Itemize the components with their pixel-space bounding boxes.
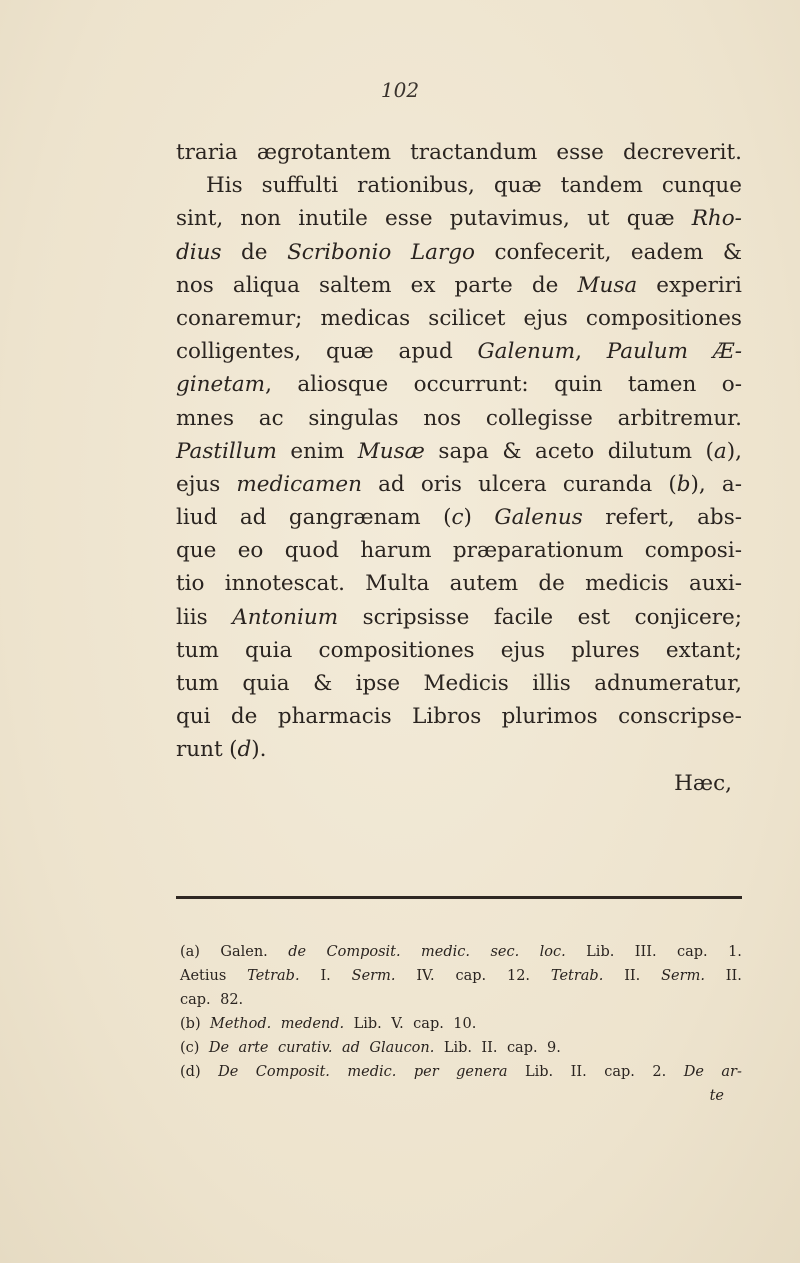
body-word: nos — [423, 405, 462, 431]
body-word: & — [502, 438, 522, 464]
body-word: tum — [176, 671, 219, 696]
body-word: eadem — [630, 239, 704, 265]
page-number: 102 — [380, 78, 420, 102]
body-word: a- — [721, 471, 742, 497]
body-word: ejus — [523, 305, 568, 331]
footnote-line — [180, 1084, 742, 1108]
body-word: gangrænam — [288, 505, 421, 531]
body-word: quæ — [626, 206, 675, 232]
body-word: collegisse — [485, 405, 593, 431]
body-word: non — [240, 206, 282, 232]
body-word: tum — [176, 637, 219, 663]
footnote-word: Composit. — [255, 1064, 330, 1080]
footnotes — [180, 940, 742, 1108]
body-word: parte — [454, 272, 513, 298]
body-word: Musa — [577, 272, 638, 298]
body-word: medicas — [320, 305, 411, 331]
body-word: plures — [571, 637, 640, 663]
footnote-word: Aetius — [180, 968, 227, 984]
body-word: innotescat. — [224, 571, 345, 597]
body-word: Multa — [365, 571, 430, 597]
body-word: o- — [721, 372, 742, 398]
footnote-word: II. — [725, 968, 742, 984]
body-word: apud — [398, 339, 453, 365]
footnote-line — [180, 964, 742, 988]
body-word: autem — [449, 571, 519, 597]
footnote-word: II. — [570, 1064, 587, 1080]
body-word: medicis — [585, 571, 669, 597]
body-word: que — [176, 538, 217, 564]
body-word: Paulum — [606, 339, 689, 365]
body-word: quin — [554, 372, 603, 398]
body-word: Galenus — [494, 505, 583, 531]
body-word: eo — [237, 538, 264, 564]
body-word: ac — [258, 405, 284, 431]
footnote-word: I. — [320, 968, 331, 984]
body-word: de — [241, 239, 268, 265]
footnote-word: de — [288, 944, 307, 960]
body-word: de — [538, 571, 565, 597]
body-word: plurimos — [501, 704, 598, 730]
body-word: Largo — [410, 239, 475, 265]
body-word: quod — [284, 538, 340, 564]
body-word: Antonium — [232, 604, 339, 630]
body-word: quia — [242, 671, 290, 696]
footnote-word: medic. — [347, 1064, 397, 1080]
body-word: Galenum, — [477, 339, 582, 365]
footnote-word: Method. — [210, 1016, 272, 1032]
body-word: quæ — [493, 173, 542, 199]
footnote-word: 9. — [547, 1040, 561, 1056]
footnote-word: cap. — [413, 1016, 444, 1032]
footnote-line — [180, 1012, 742, 1036]
body-word: conjicere; — [634, 604, 742, 630]
body-word: extant; — [665, 637, 742, 663]
body-word: experiri — [656, 272, 742, 298]
footnote-word: Lib. — [353, 1016, 382, 1032]
body-word: medicamen — [236, 471, 362, 497]
body-word: traria — [176, 140, 238, 165]
body-line — [176, 667, 742, 700]
body-word: oris — [420, 471, 462, 497]
body-word: enim — [290, 438, 345, 464]
footnote-word: medend. — [280, 1016, 345, 1032]
body-line — [176, 501, 742, 534]
body-word: confecerit, — [494, 239, 612, 265]
body-word: de — [531, 272, 559, 298]
footnote-word: II. — [624, 968, 641, 984]
body-word: liud — [176, 505, 218, 531]
body-word: ad — [378, 471, 405, 497]
body-line — [176, 601, 742, 634]
body-line — [176, 700, 742, 733]
body-word: (b), — [668, 471, 706, 497]
body-word: aceto — [535, 438, 595, 464]
body-word: rationibus, — [357, 173, 475, 199]
footnote-word: (c) — [180, 1040, 200, 1056]
body-word: His — [206, 173, 243, 199]
body-word: ulcera — [478, 471, 547, 497]
body-word: tractandum — [410, 140, 538, 165]
footnote-word: III. — [634, 944, 657, 960]
body-word: ad — [239, 505, 267, 531]
body-word: de — [230, 704, 258, 730]
footnote-word: V. — [391, 1016, 404, 1032]
body-word: occurrunt: — [413, 372, 529, 398]
footnote-word: (d) — [180, 1064, 201, 1080]
footnote-word: cap. — [455, 968, 487, 984]
footnote-word: De — [208, 1040, 230, 1056]
body-word: & — [313, 671, 333, 696]
body-word: compositiones — [585, 305, 742, 331]
footnote-word: II. — [481, 1040, 498, 1056]
footnote-word: Lib. — [586, 944, 615, 960]
body-word: ejus — [176, 471, 221, 497]
footnote-word: cap. — [506, 1040, 538, 1056]
body-line — [176, 335, 742, 368]
body-word: tandem — [560, 173, 643, 199]
footnote-word: Glaucon. — [369, 1040, 435, 1056]
body-line — [176, 269, 742, 302]
footnote-word: IV. — [416, 968, 435, 984]
body-word: ginetam, — [176, 372, 272, 398]
body-word: Medicis — [423, 671, 509, 696]
footnote-word: ad — [341, 1040, 360, 1056]
footnote-word: (b) — [180, 1016, 201, 1032]
body-word: adnumeratur, — [594, 671, 742, 696]
body-word: pharmacis — [277, 704, 392, 730]
footnote-word: cap. — [676, 944, 708, 960]
footnote-line — [180, 940, 742, 964]
body-word: scilicet — [428, 305, 506, 331]
body-word: tamen — [627, 372, 697, 398]
body-word: suffulti — [261, 173, 339, 199]
footnote-word: Lib. — [524, 1064, 554, 1080]
body-word: dius — [176, 239, 222, 265]
footnote-word: Galen. — [220, 944, 268, 960]
footnote-word: 12. — [506, 968, 531, 984]
body-word: singulas — [308, 405, 399, 431]
footnote-word: 10. — [453, 1016, 477, 1032]
footnote-word: arte — [238, 1040, 269, 1056]
body-word: colligentes, — [176, 339, 302, 365]
body-word: ut — [587, 206, 610, 232]
footnote-word: 2. — [652, 1064, 667, 1080]
footnote-word: Tetrab. — [247, 968, 300, 984]
body-word: (d). — [229, 737, 267, 763]
body-word: liis — [176, 604, 208, 630]
footnote-word: te — [709, 1088, 724, 1104]
body-word: ipse — [355, 671, 401, 696]
body-line — [176, 302, 742, 335]
body-word: tio — [176, 571, 205, 597]
body-line — [176, 202, 742, 235]
body-word: est — [577, 604, 611, 630]
body-word: sapa — [438, 438, 489, 464]
body-word: inutile — [298, 206, 368, 232]
footnote-rule — [176, 896, 742, 899]
body-word: (a), — [705, 438, 742, 464]
footnote-word: cap. — [604, 1064, 635, 1080]
body-line — [176, 169, 742, 202]
body-line — [176, 634, 742, 667]
body-word: & — [722, 239, 742, 265]
footnote-word: De — [683, 1064, 704, 1080]
body-word: auxi- — [689, 571, 742, 597]
body-word: composi- — [644, 538, 742, 564]
footnote-word: 1. — [728, 944, 742, 960]
body-word: conscripse- — [618, 704, 742, 730]
body-word: conaremur; — [176, 305, 303, 331]
body-line — [176, 534, 742, 567]
body-word: sint, — [176, 206, 224, 232]
footnote-word: Lib. — [443, 1040, 472, 1056]
footnote-word: ar- — [721, 1064, 742, 1080]
body-word: mnes — [176, 405, 234, 431]
body-line — [176, 136, 742, 169]
body-word: curanda — [562, 471, 653, 497]
body-word: Æ- — [712, 339, 742, 365]
body-word: saltem — [319, 272, 392, 298]
body-line — [176, 402, 742, 435]
footnote-word: 82. — [220, 992, 244, 1008]
body-word: aliqua — [232, 272, 300, 298]
body-word: arbitremur. — [617, 405, 742, 431]
body-word: compositiones — [318, 637, 475, 663]
body-word: refert, — [605, 505, 675, 531]
body-word: cunque — [661, 173, 742, 199]
footnote-line — [180, 1036, 742, 1060]
body-word: Scribonio — [287, 239, 392, 265]
footnote-word: medic. — [421, 944, 471, 960]
body-word: abs- — [697, 505, 742, 531]
footnote-word: (a) — [180, 944, 200, 960]
footnote-word: Serm. — [661, 968, 705, 984]
body-line — [176, 368, 742, 401]
footnote-word: genera — [456, 1064, 508, 1080]
body-word: facile — [493, 604, 554, 630]
body-word: quæ — [325, 339, 374, 365]
body-word: ex — [410, 272, 436, 298]
body-word: decreverit. — [622, 140, 742, 165]
footnote-word: Tetrab. — [550, 968, 604, 984]
body-word: Hæc, — [674, 770, 732, 796]
footnote-word: Serm. — [351, 968, 396, 984]
body-line — [176, 236, 742, 269]
footnote-word: per — [413, 1064, 439, 1080]
body-text — [176, 136, 742, 800]
body-word: dilutum — [607, 438, 692, 464]
body-word: nos — [176, 272, 214, 298]
body-word: scripsisse — [362, 604, 470, 630]
body-word: (c) — [443, 505, 472, 531]
body-line — [176, 468, 742, 501]
footnote-word: curativ. — [277, 1040, 333, 1056]
footnote-word: sec. — [490, 944, 520, 960]
footnote-line — [180, 1060, 742, 1084]
body-word: harum — [360, 538, 432, 564]
body-word: quia — [245, 637, 293, 663]
body-word: ægrotantem — [256, 140, 392, 165]
footnote-line — [180, 988, 742, 1012]
body-word: Libros — [412, 704, 482, 730]
body-word: qui — [176, 704, 211, 730]
footnote-word: cap. — [180, 992, 211, 1008]
body-word: putavimus, — [449, 206, 570, 232]
body-word: illis — [532, 671, 571, 696]
body-line — [176, 567, 742, 600]
footnote-word: Composit. — [326, 944, 401, 960]
body-word: præparationum — [452, 538, 624, 564]
body-word: aliosque — [297, 372, 389, 398]
body-word: Rho- — [691, 206, 742, 232]
body-word: Musæ — [357, 438, 425, 464]
body-word: esse — [556, 140, 604, 165]
body-line — [176, 767, 742, 800]
body-word: ejus — [500, 637, 546, 663]
footnote-word: De — [218, 1064, 239, 1080]
body-line — [176, 435, 742, 468]
footnote-word: loc. — [539, 944, 566, 960]
body-word: esse — [385, 206, 433, 232]
body-word: runt — [176, 737, 223, 763]
body-line — [176, 733, 742, 766]
body-word: Pastillum — [176, 438, 277, 464]
